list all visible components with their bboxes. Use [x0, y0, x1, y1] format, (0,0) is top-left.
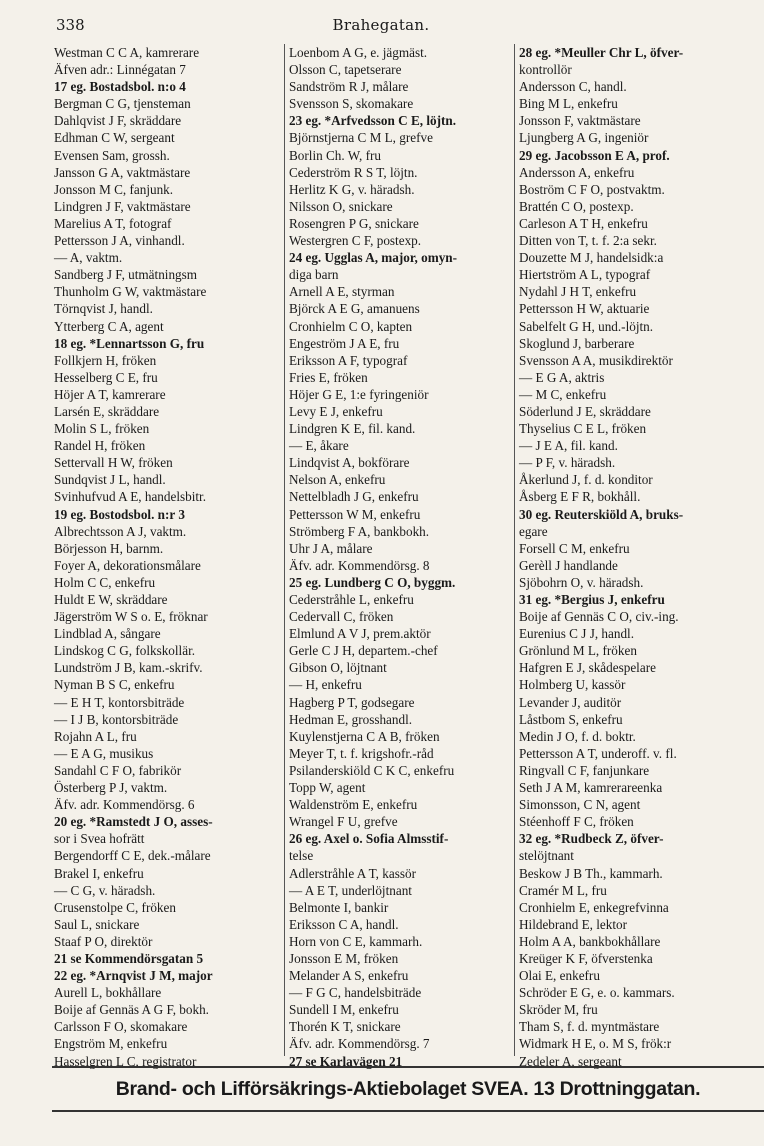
directory-entry: Bing M L, enkefru	[519, 96, 618, 112]
street-title: Brahegatan.	[332, 16, 430, 34]
address-number-entry: 32 eg. *Rudbeck Z, öfver-	[519, 831, 664, 847]
directory-entry: Levander J, auditör	[519, 694, 622, 710]
directory-entry: Follkjern H, fröken	[54, 352, 157, 368]
directory-entry: Meyer T, t. f. krigshofr.-råd	[289, 745, 434, 761]
directory-entry: Widmark H E, o. M S, frök:r	[519, 1036, 672, 1052]
directory-entry: Levy E J, enkefru	[289, 403, 383, 419]
directory-entry: Eurenius C J J, handl.	[519, 626, 635, 642]
directory-entry: Sjöbohrn O, v. häradsh.	[519, 574, 644, 590]
directory-entry: Waldenström E, enkefru	[289, 797, 418, 813]
directory-entry: Jonsson E M, fröken	[289, 950, 399, 966]
directory-entry: Söderlund J E, skräddare	[519, 403, 651, 419]
directory-entry: Herlitz K G, v. häradsh.	[289, 181, 415, 197]
directory-entry: Jonsson F, vaktmästare	[519, 113, 641, 129]
directory-entry: Pettersson W M, enkefru	[289, 506, 421, 522]
directory-entry: Adlerstråhle A T, kassör	[289, 865, 416, 881]
directory-columns	[52, 44, 764, 1069]
directory-entry: Eriksson C A, handl.	[289, 916, 399, 932]
directory-entry: Dahlqvist J F, skräddare	[54, 113, 182, 129]
directory-entry: Äfv. adr. Kommendörsg. 7	[289, 1036, 430, 1052]
directory-entry: Borlin Ch. W, fru	[289, 147, 381, 163]
directory-entry: Pettersson A T, underoff. v. fl.	[519, 745, 677, 761]
directory-entry: Psilanderskiöld C K C, enkefru	[289, 762, 455, 778]
directory-entry: Sandström R J, målare	[289, 79, 409, 95]
directory-entry: Cramér M L, fru	[519, 882, 607, 898]
directory-entry: Nydahl J H T, enkefru	[519, 284, 637, 300]
directory-entry: Tham S, f. d. myntmästare	[519, 1019, 660, 1035]
directory-entry: Höjer A T, kamrerare	[54, 386, 166, 402]
directory-entry: Sabelfelt G H, und.-löjtn.	[519, 318, 654, 334]
address-number-entry: 18 eg. *Lennartsson G, fru	[54, 335, 205, 351]
directory-entry: Jonsson M C, fanjunk.	[54, 181, 174, 197]
directory-entry: Carleson A T H, enkefru	[519, 215, 648, 231]
directory-entry: Westergren C F, postexp.	[289, 233, 422, 249]
directory-entry: Huldt E W, skräddare	[54, 592, 168, 607]
directory-entry: Skröder M, fru	[519, 1002, 598, 1018]
directory-entry: Cronhielm C O, kapten	[289, 318, 413, 334]
directory-entry: Lindgren J F, vaktmästare	[54, 198, 191, 214]
directory-entry: Randel H, fröken	[54, 438, 146, 454]
directory-entry: Lundström J B, kam.-skrifv.	[54, 660, 203, 676]
directory-entry: Brakel I, enkefru	[54, 865, 144, 881]
directory-entry: Thorén K T, snickare	[289, 1019, 401, 1035]
directory-entry: Björnstjerna C M L, grefve	[289, 130, 433, 146]
directory-entry: — I J B, kontorsbiträde	[54, 711, 179, 727]
directory-entry: Engeström J A E, fru	[289, 335, 400, 351]
directory-entry: Grönlund M L, fröken	[519, 643, 637, 659]
directory-entry: Hedman E, grosshandl.	[289, 711, 413, 727]
advertisement-banner: Brand- och Lifförsäkrings-Aktiebolaget SVEA. 13 Drottninggatan.	[52, 1066, 764, 1112]
directory-entry: egare	[519, 523, 548, 539]
directory-entry: Bergendorff C E, dek.-målare	[54, 848, 211, 864]
directory-entry: Aurell L, bokhållare	[54, 985, 162, 1001]
directory-entry: sor i Svea hofrätt	[54, 831, 145, 847]
directory-entry: Cederström R S T, löjtn.	[289, 164, 418, 180]
directory-entry: Ljungberg A G, ingeniör	[519, 130, 649, 146]
column-3	[514, 44, 764, 1069]
directory-entry: Douzette M J, handelsidk:a	[519, 250, 664, 266]
directory-entry: — F G C, handelsbiträde	[289, 985, 422, 1001]
directory-entry: Törnqvist J, handl.	[54, 301, 153, 317]
directory-entry: Gerèll J handlande	[519, 557, 618, 573]
directory-entry: Pettersson H W, aktuarie	[519, 301, 650, 317]
directory-entry: Settervall H W, fröken	[54, 455, 173, 471]
page-number: 338	[56, 16, 85, 34]
address-number-entry: 23 eg. *Arfvedsson C E, löjtn.	[289, 113, 457, 129]
directory-entry: Hasselgren L C, registrator	[54, 1053, 197, 1069]
address-number-entry: 22 eg. *Arnqvist J M, major	[54, 968, 213, 984]
directory-entry: Ytterberg C A, agent	[54, 318, 164, 334]
directory-entry: Nyman B S C, enkefru	[54, 677, 175, 693]
directory-entry: Hesselberg C E, fru	[54, 369, 158, 385]
directory-entry: diga barn	[289, 267, 339, 283]
directory-entry: — E H T, kontorsbiträde	[54, 694, 185, 710]
directory-entry: — P F, v. häradsh.	[519, 455, 616, 471]
address-number-entry: 30 eg. Reuterskiöld A, bruks-	[519, 506, 684, 522]
directory-entry: Melander A S, enkefru	[289, 968, 409, 984]
directory-entry: Zedeler A, sergeant	[519, 1053, 622, 1069]
directory-entry: Österberg P J, vaktm.	[54, 780, 168, 796]
directory-entry: Topp W, agent	[289, 780, 366, 796]
directory-entry: — A, vaktm.	[54, 250, 123, 266]
directory-entry: Edhman C W, sergeant	[54, 130, 175, 146]
directory-entry: Rosengren P G, snickare	[289, 215, 419, 231]
directory-entry: Sandberg J F, utmätningsm	[54, 267, 198, 283]
directory-entry: Marelius A T, fotograf	[54, 215, 172, 231]
directory-entry: Albrechtsson A J, vaktm.	[54, 523, 187, 539]
directory-entry: Sundell I M, enkefru	[289, 1002, 399, 1018]
directory-entry: — J E A, fil. kand.	[519, 438, 618, 454]
directory-entry: Boije af Gennäs C O, civ.-ing.	[519, 609, 679, 625]
directory-entry: Sandahl C F O, fabrikör	[54, 762, 182, 778]
directory-entry: Seth J A M, kamrerareenka	[519, 780, 663, 796]
directory-entry: Brattén C O, postexp.	[519, 198, 634, 214]
directory-entry: Börjesson H, barnm.	[54, 540, 164, 556]
directory-entry: Gibson O, löjtnant	[289, 660, 387, 676]
directory-entry: telse	[289, 848, 314, 864]
directory-entry: Elmlund A V J, prem.aktör	[289, 626, 431, 642]
directory-entry: Skoglund J, barberare	[519, 335, 635, 351]
directory-entry: Bergman C G, tjensteman	[54, 96, 191, 112]
directory-entry: Holm C C, enkefru	[54, 574, 156, 590]
directory-entry: Thyselius C E L, fröken	[519, 421, 647, 437]
directory-entry: Hagberg P T, godsegare	[289, 694, 415, 710]
directory-entry: Cedervall C, fröken	[289, 609, 394, 625]
directory-entry: Boije af Gennäs A G F, bokh.	[54, 1002, 209, 1018]
directory-entry: Beskow J B Th., kammarh.	[519, 865, 663, 881]
address-number-entry: 28 eg. *Meuller Chr L, öfver-	[519, 45, 684, 60]
directory-entry: kontrollör	[519, 62, 572, 78]
directory-entry: Åkerlund J, f. d. konditor	[519, 472, 653, 488]
directory-entry: Strömberg F A, bankbokh.	[289, 523, 430, 539]
address-number-entry: 29 eg. Jacobsson E A, prof.	[519, 147, 670, 163]
directory-entry: Forsell C M, enkefru	[519, 540, 630, 556]
directory-entry: Kuylenstjerna C A B, fröken	[289, 728, 440, 744]
directory-entry: Jägerström W S o. E, fröknar	[54, 609, 208, 625]
directory-entry: — E G A, aktris	[519, 369, 605, 385]
page-header	[52, 16, 710, 36]
address-number-entry: 21 se Kommendörsgatan 5	[54, 950, 204, 966]
address-number-entry: 24 eg. Ugglas A, major, omyn-	[289, 250, 458, 266]
directory-entry: Lindqvist A, bokförare	[289, 455, 410, 471]
directory-entry: Nilsson O, snickare	[289, 198, 393, 214]
directory-entry: Crusenstolpe C, fröken	[54, 899, 176, 915]
directory-entry: Ditten von T, t. f. 2:a sekr.	[519, 233, 657, 249]
directory-entry: — C G, v. häradsh.	[54, 882, 156, 898]
directory-entry: Holmberg U, kassör	[519, 677, 626, 693]
column-1	[52, 44, 284, 1069]
address-number-entry: 31 eg. *Bergius J, enkefru	[519, 592, 665, 607]
directory-entry: Olai E, enkefru	[519, 968, 600, 984]
directory-entry: Rojahn A L, fru	[54, 728, 137, 744]
directory-entry: Björck A E G, amanuens	[289, 301, 420, 317]
directory-entry: Andersson A, enkefru	[519, 164, 635, 180]
directory-entry: Holm A A, bankbokhållare	[519, 933, 661, 949]
directory-entry: Horn von C E, kammarh.	[289, 933, 423, 949]
directory-entry: Saul L, snickare	[54, 916, 140, 932]
directory-entry: Äfv. adr. Kommendörsg. 6	[54, 797, 195, 813]
directory-entry: Jansson G A, vaktmästare	[54, 164, 191, 180]
directory-entry: Fries E, fröken	[289, 369, 368, 385]
directory-entry: Boström C F O, postvaktm.	[519, 181, 665, 197]
directory-entry: Staaf P O, direktör	[54, 933, 153, 949]
address-number-entry: 25 eg. Lundberg C O, byggm.	[289, 574, 456, 590]
directory-entry: — A E T, underlöjtnant	[289, 882, 412, 898]
directory-entry: Låstbom S, enkefru	[519, 711, 623, 727]
address-number-entry: 26 eg. Axel o. Sofia Almsstif-	[289, 831, 449, 847]
directory-entry: Svinhufvud A E, handelsbitr.	[54, 489, 207, 505]
directory-entry: Hildebrand E, lektor	[519, 916, 628, 932]
directory-entry: Hiertström A L, typograf	[519, 267, 651, 283]
directory-entry: Sundqvist J L, handl.	[54, 472, 166, 488]
directory-entry: Åsberg E F R, bokhåll.	[519, 489, 641, 505]
directory-entry: Kreüger K F, öfverstenka	[519, 950, 653, 966]
directory-entry: Uhr J A, målare	[289, 540, 373, 556]
directory-entry: Engström M, enkefru	[54, 1036, 168, 1052]
directory-entry: — E A G, musikus	[54, 745, 154, 761]
directory-entry: Höjer G E, 1:e fyringeniör	[289, 386, 429, 402]
directory-entry: Larsén E, skräddare	[54, 403, 160, 419]
directory-entry: Gerle C J H, departem.-chef	[289, 643, 438, 659]
directory-entry: Medin J O, f. d. boktr.	[519, 728, 636, 744]
directory-entry: Lindblad A, sångare	[54, 626, 161, 642]
directory-entry: Wrangel F U, grefve	[289, 814, 398, 830]
address-number-entry: 19 eg. Bostodsbol. n:r 3	[54, 506, 185, 522]
directory-entry: Schröder E G, e. o. kammars.	[519, 985, 675, 1001]
directory-entry: Carlsson F O, skomakare	[54, 1019, 188, 1035]
directory-entry: — M C, enkefru	[519, 386, 607, 402]
directory-entry: Westman C C A, kamrerare	[54, 45, 200, 60]
directory-entry: Loenbom A G, e. jägmäst.	[289, 45, 428, 60]
directory-entry: Nettelbladh J G, enkefru	[289, 489, 419, 505]
directory-entry: — E, åkare	[289, 438, 349, 454]
directory-entry: Andersson C, handl.	[519, 79, 627, 95]
directory-entry: Cederstråhle L, enkefru	[289, 592, 414, 607]
column-2	[284, 44, 514, 1069]
address-number-entry: 17 eg. Bostadsbol. n:o 4	[54, 79, 186, 95]
directory-entry: Cronhielm E, enkegrefvinna	[519, 899, 669, 915]
directory-entry: Evensen Sam, grossh.	[54, 147, 170, 163]
directory-entry: Arnell A E, styrman	[289, 284, 395, 300]
directory-entry: Hafgren E J, skådespelare	[519, 660, 656, 676]
directory-entry: Ringvall C F, fanjunkare	[519, 762, 650, 778]
directory-entry: Nelson A, enkefru	[289, 472, 386, 488]
directory-entry: Svensson A A, musikdirektör	[519, 352, 673, 368]
directory-entry: Belmonte I, bankir	[289, 899, 389, 915]
directory-entry: Äfven adr.: Linnégatan 7	[54, 62, 186, 78]
directory-entry: Olsson C, tapetserare	[289, 62, 402, 78]
address-number-entry: 27 se Karlavägen 21	[289, 1053, 403, 1069]
address-number-entry: 20 eg. *Ramstedt J O, asses-	[54, 814, 213, 830]
directory-entry: Eriksson A F, typograf	[289, 352, 408, 368]
directory-entry: Thunholm G W, vaktmästare	[54, 284, 207, 300]
directory-entry: Äfv. adr. Kommendörsg. 8	[289, 557, 430, 573]
directory-entry: Lindgren K E, fil. kand.	[289, 421, 416, 437]
directory-entry: Foyer A, dekorationsmålare	[54, 557, 201, 573]
directory-entry: Lindskog C G, folkskollär.	[54, 643, 196, 659]
directory-entry: Molin S L, fröken	[54, 421, 150, 437]
directory-entry: Svensson S, skomakare	[289, 96, 414, 112]
directory-entry: Pettersson J A, vinhandl.	[54, 233, 185, 249]
directory-entry: stelöjtnant	[519, 848, 574, 864]
directory-entry: Stéenhoff F C, fröken	[519, 814, 634, 830]
directory-entry: Simonsson, C N, agent	[519, 797, 641, 813]
directory-entry: — H, enkefru	[289, 677, 362, 693]
